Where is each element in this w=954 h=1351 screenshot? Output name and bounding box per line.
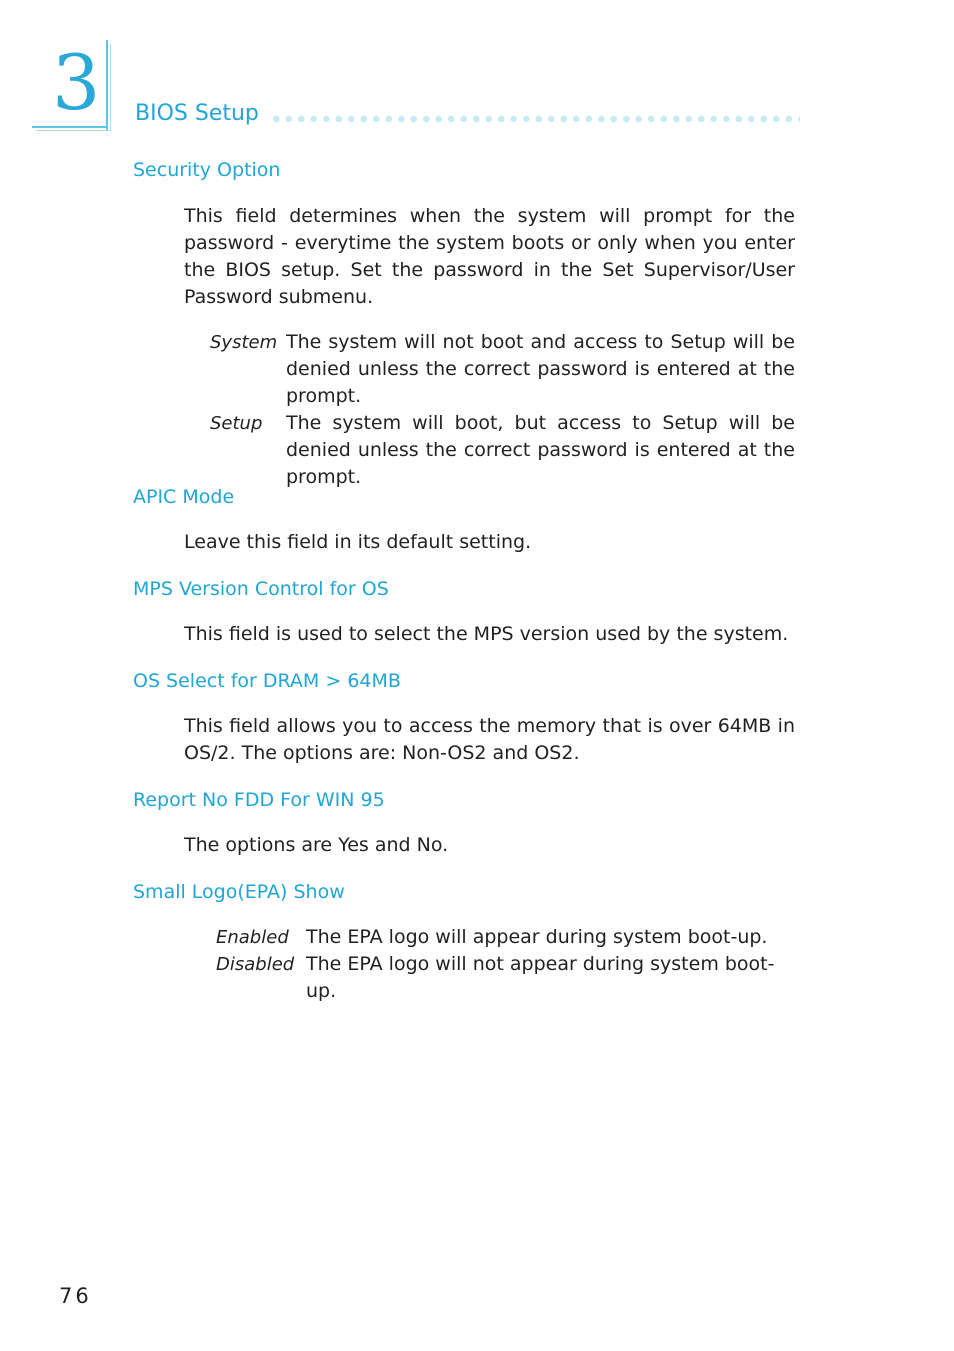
security-option-description: This field determines when the system will prompt for the password - everytime the system boots or only when you enter the BIOS setup. Set the password in the Set Supervisor/User Password submenu. (184, 205, 795, 308)
chapter-title: BIOS Setup (135, 101, 259, 126)
option-term-system: System (210, 332, 278, 353)
mps-version-description: This field is used to select the MPS version used by the system. (184, 623, 789, 645)
chapter-marker-line (110, 44, 111, 130)
option-desc-system: The system will not boot and access to Setup will be denied unless the correct password is entered at the prompt. (286, 331, 795, 407)
page-number: 76 (59, 1284, 92, 1308)
os-select-description: This field allows you to access the memory that is over 64MB in OS/2. The options are: Non-OS2 and OS2. (184, 715, 795, 764)
section-heading-small-logo: Small Logo(EPA) Show (133, 881, 345, 903)
chapter-marker (32, 40, 112, 132)
chapter-number: 3 (52, 38, 101, 127)
chapter-marker-line (36, 130, 111, 131)
report-no-fdd-description: The options are Yes and No. (184, 834, 449, 856)
option-desc-enabled: The EPA logo will appear during system boot-up. (306, 926, 768, 948)
section-heading-apic-mode: APIC Mode (133, 486, 235, 508)
header-dotted-rule (270, 115, 800, 123)
option-desc-disabled: The EPA logo will not appear during system boot-up. (306, 953, 775, 1002)
option-desc-setup: The system will boot, but access to Setup will be denied unless the correct password is entered at the prompt. (286, 412, 795, 488)
section-heading-security-option: Security Option (133, 159, 281, 181)
section-heading-os-select: OS Select for DRAM > 64MB (133, 670, 401, 692)
apic-mode-description: Leave this field in its default setting. (184, 531, 532, 553)
chapter-marker-line (106, 40, 108, 130)
option-term-setup: Setup (210, 413, 263, 434)
section-heading-mps-version: MPS Version Control for OS (133, 578, 389, 600)
option-term-disabled: Disabled (216, 954, 295, 975)
section-heading-report-no-fdd: Report No FDD For WIN 95 (133, 789, 385, 811)
option-term-enabled: Enabled (216, 927, 289, 948)
